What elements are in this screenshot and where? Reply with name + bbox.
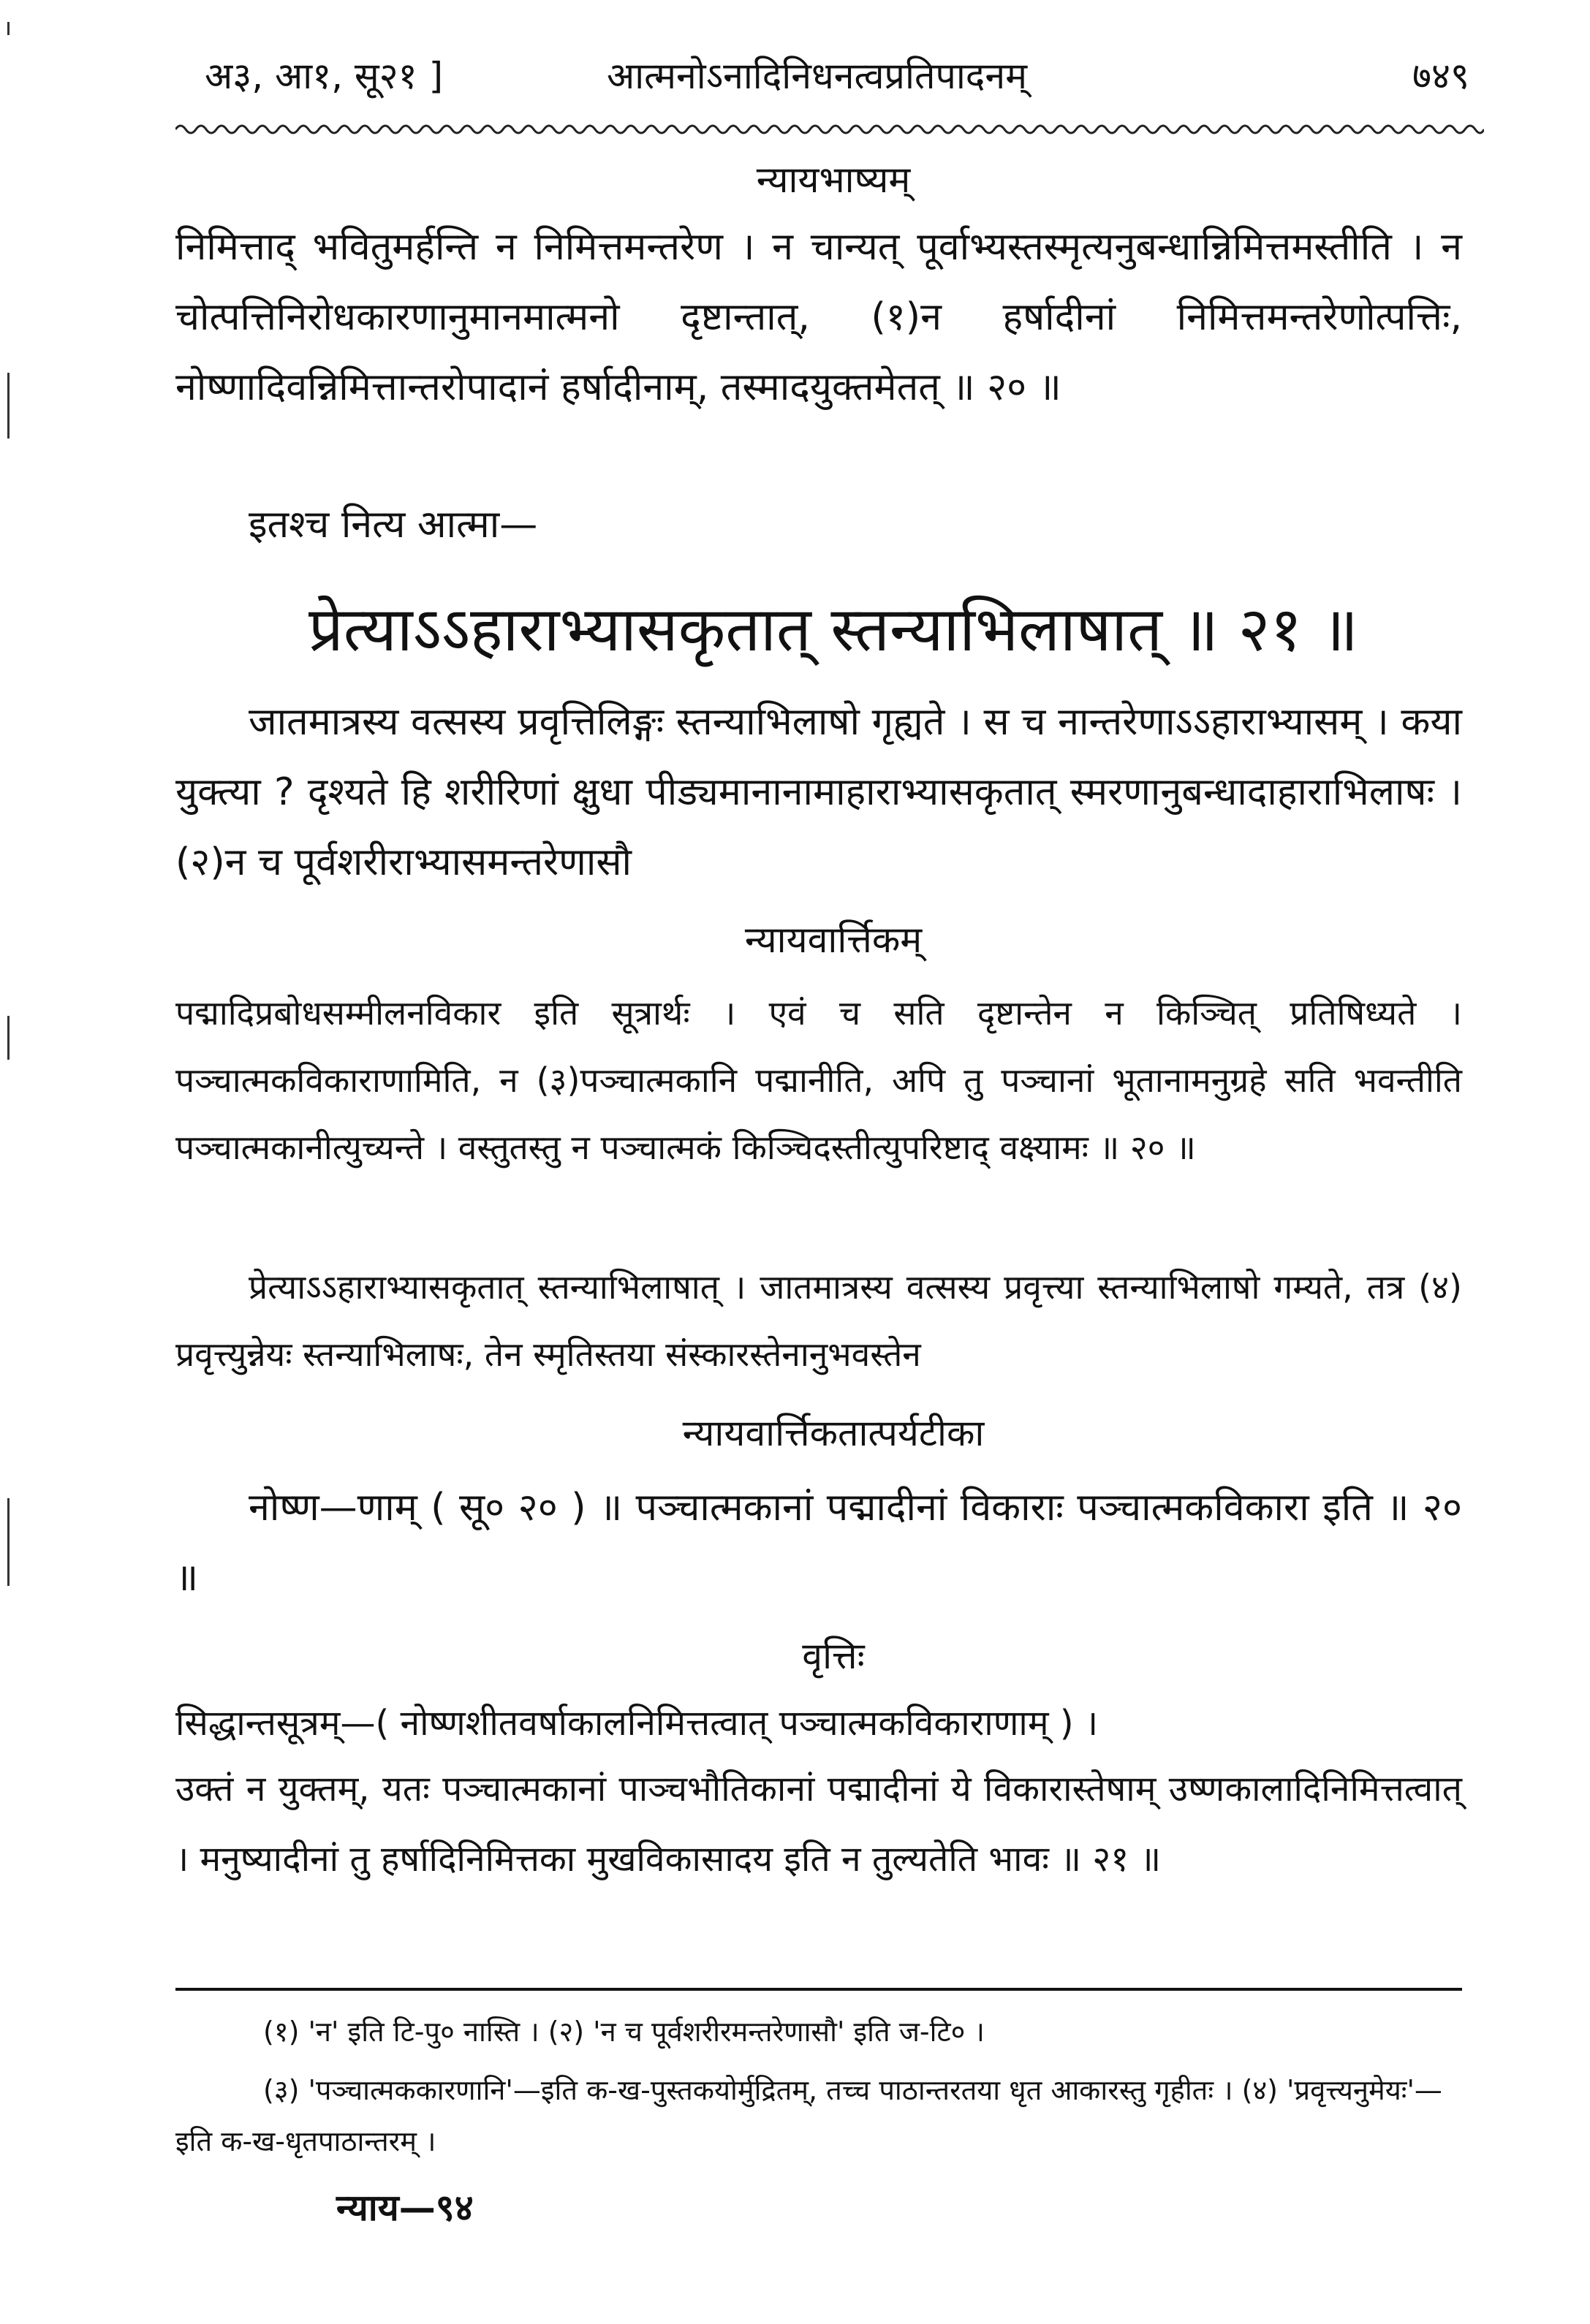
bhashya-intro-line [175,490,1462,560]
margin-mark [7,1498,10,1586]
running-header [197,45,1484,104]
footnote-1-2 [175,2006,1462,2057]
tika-text [175,1473,1462,1613]
signature-mark: न्याय—९४ [336,2187,474,2229]
bhashya-text [175,212,1462,422]
tika-body: नोष्ण—णाम् ( सू० २० ) ॥ पञ्चात्मकानां पद्मादीनां विकाराः पञ्चात्मकविकारा इति ॥ २० ॥ [175,1486,1462,1600]
bhashya2-text [175,687,1462,897]
vartika-text2 [175,1253,1462,1388]
bhashya-heading: न्यायभाष्यम् [756,159,911,201]
tika-heading: न्यायवार्त्तिकतात्पर्यटीका [682,1412,985,1454]
margin-mark [7,1016,10,1060]
bhashya-intro: इतश्च नित्य आत्मा— [249,503,538,547]
running-title: आत्मनोऽनादिनिधनत्वप्रतिपादनम् [607,55,1027,97]
vartika-heading: न्यायवार्त्तिकम् [744,919,923,961]
footnote-text-1: (१) 'न' इति टि-पु० नास्ति । (२) 'न च पूर्वशरीरमन्तरेणासौ' इति ज-टि० । [263,2016,985,2048]
vartika-body1: पद्मादिप्रबोधसम्मीलनविकार इति सूत्रार्थः । एवं च सति दृष्टान्तेन न किञ्चित् प्रतिषिध्यते । पञ्चात्मकविकाराणामिति, न (३)पञ्चात्मकानि पद्मानीति, अपि तु पञ्चानां भूतानामनुग्रहे सति भवन्तीति पञ्चात्मकानीत्युच्यन्ते । वस्तुतस्तु न पञ्चात्मकं किञ्चिदस्तीत्युपरिष्टाद् वक्ष्यामः ॥ २० ॥ [175,993,1462,1167]
sutra-21: प्रेत्याऽऽहाराभ्यासकृतात् स्तन्याभिलाषात् ॥ २१ ॥ [308,593,1359,665]
vartika-body2: प्रेत्याऽऽहाराभ्यासकृतात् स्तन्याभिलाषात् । जातमात्रस्य वत्सस्य प्रवृत्त्या स्तन्याभिलाषो गम्यते, तत्र (४) प्रवृत्त्युन्नेयः स्तन्याभिलाषः, तेन स्मृतिस्तया संस्कारस्तेनानुभवस्तेन [175,1267,1462,1374]
bhashya2-body: जातमात्रस्य वत्सस्य प्रवृत्तिलिङ्गः स्तन्याभिलाषो गृह्यते । स च नान्तरेणाऽऽहाराभ्यासम् । कया युक्त्या ? दृश्यते हि शरीरिणां क्षुधा पीड्यमानानामाहाराभ्यासकृतात् स्मरणानुबन्धादाहाराभिलाषः । (२)न च पूर्वशरीराभ्यासमन्तरेणासौ [175,700,1462,884]
vritti-heading: वृत्तिः [802,1635,865,1677]
vritti-body: उक्तं न युक्तम्, यतः पञ्चात्मकानां पाञ्चभौतिकानां पद्मादीनां ये विकारास्तेषाम् उष्णकालादिनिमित्तत्वात् । मनुष्यादीनां तु हर्षादिनिमित्तका मुखविकासादय इति न तुल्यतेति भावः ॥ २१ ॥ [175,1769,1462,1880]
footnote-3-4 [175,2065,1462,2167]
siddhanta-sutra-line [175,1688,1462,1758]
page-number: ७४९ [1412,55,1469,97]
footnote-text-2: (३) 'पञ्चात्मककारणानि'—इति क-ख-पुस्तकयोर्मुद्रितम्, तच्च पाठान्तरतया धृत आकारस्तु गृहीतः । (४) 'प्रवृत्त्यनुमेयः'—इति क-ख-धृतपाठान्तरम् । [175,2074,1442,2157]
bhashya-body: निमित्ताद् भवितुमर्हन्ति न निमित्तमन्तरेण । न चान्यत् पूर्वाभ्यस्तस्मृत्यनुबन्धान्निमित्तमस्तीति । न चोत्पत्तिनिरोधकारणानुमानमात्मनो दृष्टान्तात्, (१)न हर्षादीनां निमित्तमन्तरेणोत्पत्तिः, नोष्णादिवन्निमित्तान्तरोपादानं हर्षादीनाम्, तस्मादयुक्तमेतत् ॥ २० ॥ [175,225,1462,409]
chapter-reference: अ३, आ१, सू२१ ] [205,55,444,97]
vartika-text1 [175,979,1462,1181]
margin-mark [7,22,10,35]
footnote-rule [175,1988,1462,1991]
siddhanta-sutra: सिद्धान्तसूत्रम्—( नोष्णशीतवर्षाकालनिमित्तत्वात् पञ्चात्मकविकाराणाम् ) । [175,1703,1099,1744]
margin-mark [7,373,10,438]
wavy-rule [175,121,1484,138]
vritti-text [175,1754,1462,1894]
